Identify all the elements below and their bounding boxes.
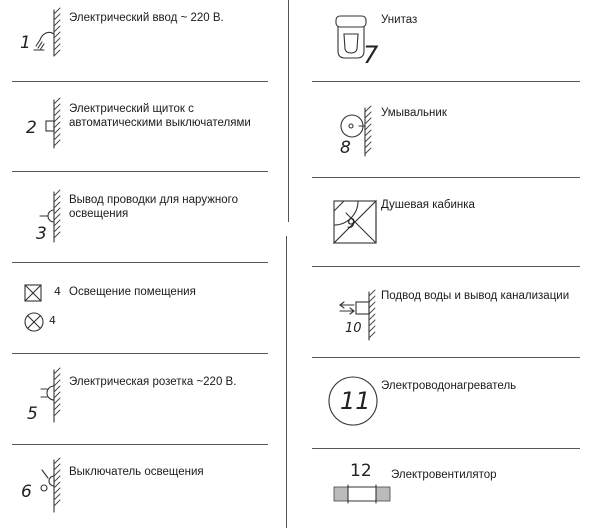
- legend-label: Подвод воды и вывод канализации: [381, 290, 570, 302]
- legend-number: 4: [54, 285, 61, 298]
- legend-number: 11: [340, 387, 371, 415]
- legend-label: Унитаз: [381, 14, 418, 26]
- legend-label: Электрический ввод ~ 220 В.: [69, 12, 224, 24]
- legend-label: Выключатель освещения: [69, 466, 204, 478]
- legend-label: автоматическими выключателями: [69, 117, 251, 129]
- legend-label: Электроводонагреватель: [381, 380, 517, 392]
- legend-label: Вывод проводки для наружного: [69, 194, 238, 206]
- legend-label: Умывальник: [381, 107, 447, 119]
- legend-number: 7: [363, 41, 379, 69]
- legend-label: Электрическая розетка ~220 В.: [69, 376, 237, 388]
- fan-icon: [334, 485, 390, 503]
- legend-number: 10: [345, 321, 362, 336]
- legend-number: 9: [347, 217, 356, 232]
- light-switch-icon: [41, 458, 60, 512]
- legend-number: 4: [49, 314, 56, 327]
- legend-label: Электровентилятор: [391, 469, 497, 481]
- legend-number: 3: [36, 224, 47, 244]
- legend-number: 12: [350, 461, 372, 481]
- socket-icon: [41, 368, 60, 422]
- legend-number: 5: [27, 404, 38, 424]
- legend-label: освещения: [69, 208, 129, 220]
- legend-number: 8: [340, 138, 351, 158]
- legend-number: 1: [20, 33, 31, 53]
- legend-number: 2: [26, 118, 37, 138]
- toilet-icon: [336, 16, 366, 58]
- electrical-input-icon: [34, 8, 60, 56]
- legend-label: Электрический щиток с: [69, 103, 194, 115]
- legend-label: Душевая кабинка: [381, 199, 475, 211]
- room-lighting-icon: [25, 285, 43, 331]
- electrical-panel-icon: [46, 98, 60, 148]
- legend-label: Освещение помещения: [69, 286, 196, 298]
- legend-number: 6: [21, 482, 32, 502]
